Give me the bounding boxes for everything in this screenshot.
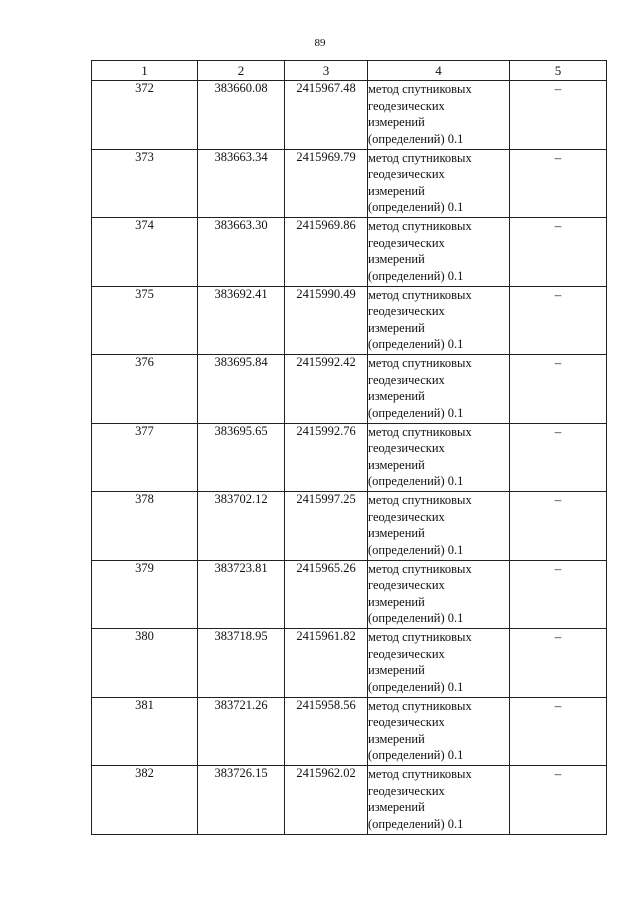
table-row [92, 355, 607, 424]
y-coordinate-cell: 2415958.56 [285, 697, 368, 766]
method-text-line: (определений) 0.1 [368, 337, 464, 351]
method-text-line: измерений [368, 663, 425, 677]
method-cell [368, 560, 510, 629]
table-row [92, 492, 607, 561]
method-cell [368, 766, 510, 835]
method-text-line: измерений [368, 183, 425, 198]
table-row [92, 81, 607, 150]
method-cell [368, 492, 510, 561]
method-text-line: геодезических [368, 441, 445, 455]
method-text-line: геодезических [368, 646, 445, 661]
header-col-3: 3 [285, 61, 368, 81]
header-row [92, 61, 607, 81]
table-row [92, 218, 607, 287]
method-cell [368, 81, 510, 150]
table-row [92, 697, 607, 766]
method-text-line: (определений) 0.1 [368, 200, 464, 214]
method-cell [368, 149, 510, 218]
header-col-5: 5 [510, 61, 607, 81]
note-cell: – [510, 355, 607, 424]
note-cell: – [510, 149, 607, 218]
x-coordinate-cell: 383718.95 [198, 629, 285, 698]
y-coordinate-cell: 2415997.25 [285, 492, 368, 561]
method-text-line: измерений [368, 526, 425, 540]
y-coordinate-cell: 2415969.86 [285, 218, 368, 287]
note-cell: – [510, 423, 607, 492]
x-coordinate-cell: 383663.30 [198, 218, 285, 287]
point-number-cell: 377 [92, 423, 198, 492]
method-text-line: геодезических [368, 783, 445, 798]
method-text-line: метод спутниковых [368, 356, 472, 370]
x-coordinate-cell: 383660.08 [198, 81, 285, 150]
method-text-line: измерений [368, 731, 425, 746]
table-row [92, 423, 607, 492]
point-number-cell: 382 [92, 766, 198, 835]
method-text-line: (определений) 0.1 [368, 748, 464, 762]
point-number-cell: 379 [92, 560, 198, 629]
x-coordinate-cell: 383663.34 [198, 149, 285, 218]
y-coordinate-cell: 2415992.42 [285, 355, 368, 424]
method-text-line: геодезических [368, 372, 445, 387]
note-cell: – [510, 560, 607, 629]
point-number-cell: 380 [92, 629, 198, 698]
y-coordinate-cell: 2415965.26 [285, 560, 368, 629]
method-text-line: (определений) 0.1 [368, 405, 464, 420]
x-coordinate-cell: 383692.41 [198, 286, 285, 355]
method-text-line: измерений [368, 252, 425, 266]
x-coordinate-cell: 383702.12 [198, 492, 285, 561]
point-number-cell: 375 [92, 286, 198, 355]
method-text-line: (определений) 0.1 [368, 474, 464, 488]
method-text-line: геодезических [368, 235, 445, 250]
y-coordinate-cell: 2415990.49 [285, 286, 368, 355]
method-text-line: измерений [368, 320, 425, 335]
table-row [92, 286, 607, 355]
y-coordinate-cell: 2415992.76 [285, 423, 368, 492]
method-text-line: измерений [368, 389, 425, 403]
header-col-1: 1 [92, 61, 198, 81]
method-text-line: метод спутниковых [368, 150, 472, 165]
y-coordinate-cell: 2415962.02 [285, 766, 368, 835]
method-text-line: (определений) 0.1 [368, 268, 464, 283]
table-body [92, 81, 607, 835]
table-row [92, 766, 607, 835]
note-cell: – [510, 697, 607, 766]
x-coordinate-cell: 383726.15 [198, 766, 285, 835]
method-text-line: измерений [368, 594, 425, 609]
method-text-line: (определений) 0.1 [368, 131, 464, 146]
point-number-cell: 378 [92, 492, 198, 561]
y-coordinate-cell: 2415961.82 [285, 629, 368, 698]
point-number-cell: 374 [92, 218, 198, 287]
method-cell [368, 286, 510, 355]
method-text-line: геодезических [368, 578, 445, 592]
y-coordinate-cell: 2415969.79 [285, 149, 368, 218]
method-cell [368, 355, 510, 424]
method-text-line: геодезических [368, 98, 445, 113]
method-text-line: измерений [368, 457, 425, 472]
x-coordinate-cell: 383695.84 [198, 355, 285, 424]
method-cell [368, 218, 510, 287]
table-row [92, 560, 607, 629]
table-row [92, 149, 607, 218]
method-cell [368, 697, 510, 766]
method-text-line: метод спутниковых [368, 219, 472, 233]
method-text-line: метод спутниковых [368, 424, 472, 439]
method-text-line: метод спутниковых [368, 493, 472, 507]
note-cell: – [510, 766, 607, 835]
method-text-line: геодезических [368, 167, 445, 181]
x-coordinate-cell: 383695.65 [198, 423, 285, 492]
coordinates-table [91, 60, 607, 835]
page-number: 89 [314, 37, 326, 49]
method-text-line: измерений [368, 115, 425, 129]
x-coordinate-cell: 383721.26 [198, 697, 285, 766]
point-number-cell: 381 [92, 697, 198, 766]
method-text-line: метод спутниковых [368, 561, 472, 576]
point-number-cell: 372 [92, 81, 198, 150]
method-text-line: измерений [368, 800, 425, 814]
point-number-cell: 376 [92, 355, 198, 424]
header-col-2: 2 [198, 61, 285, 81]
method-cell [368, 423, 510, 492]
method-text-line: геодезических [368, 509, 445, 524]
note-cell: – [510, 81, 607, 150]
method-text-line: метод спутниковых [368, 767, 472, 781]
header-col-4: 4 [368, 61, 510, 81]
method-text-line: метод спутниковых [368, 630, 472, 644]
x-coordinate-cell: 383723.81 [198, 560, 285, 629]
method-text-line: геодезических [368, 715, 445, 729]
method-text-line: метод спутниковых [368, 287, 472, 302]
table-header [92, 61, 607, 81]
table-row [92, 629, 607, 698]
method-text-line: (определений) 0.1 [368, 816, 464, 831]
note-cell: – [510, 629, 607, 698]
y-coordinate-cell: 2415967.48 [285, 81, 368, 150]
method-text-line: (определений) 0.1 [368, 679, 464, 694]
note-cell: – [510, 286, 607, 355]
method-text-line: метод спутниковых [368, 698, 472, 713]
method-text-line: метод спутниковых [368, 82, 472, 96]
method-text-line: (определений) 0.1 [368, 611, 464, 625]
point-number-cell: 373 [92, 149, 198, 218]
note-cell: – [510, 218, 607, 287]
method-text-line: (определений) 0.1 [368, 542, 464, 557]
method-cell [368, 629, 510, 698]
note-cell: – [510, 492, 607, 561]
method-text-line: геодезических [368, 304, 445, 318]
